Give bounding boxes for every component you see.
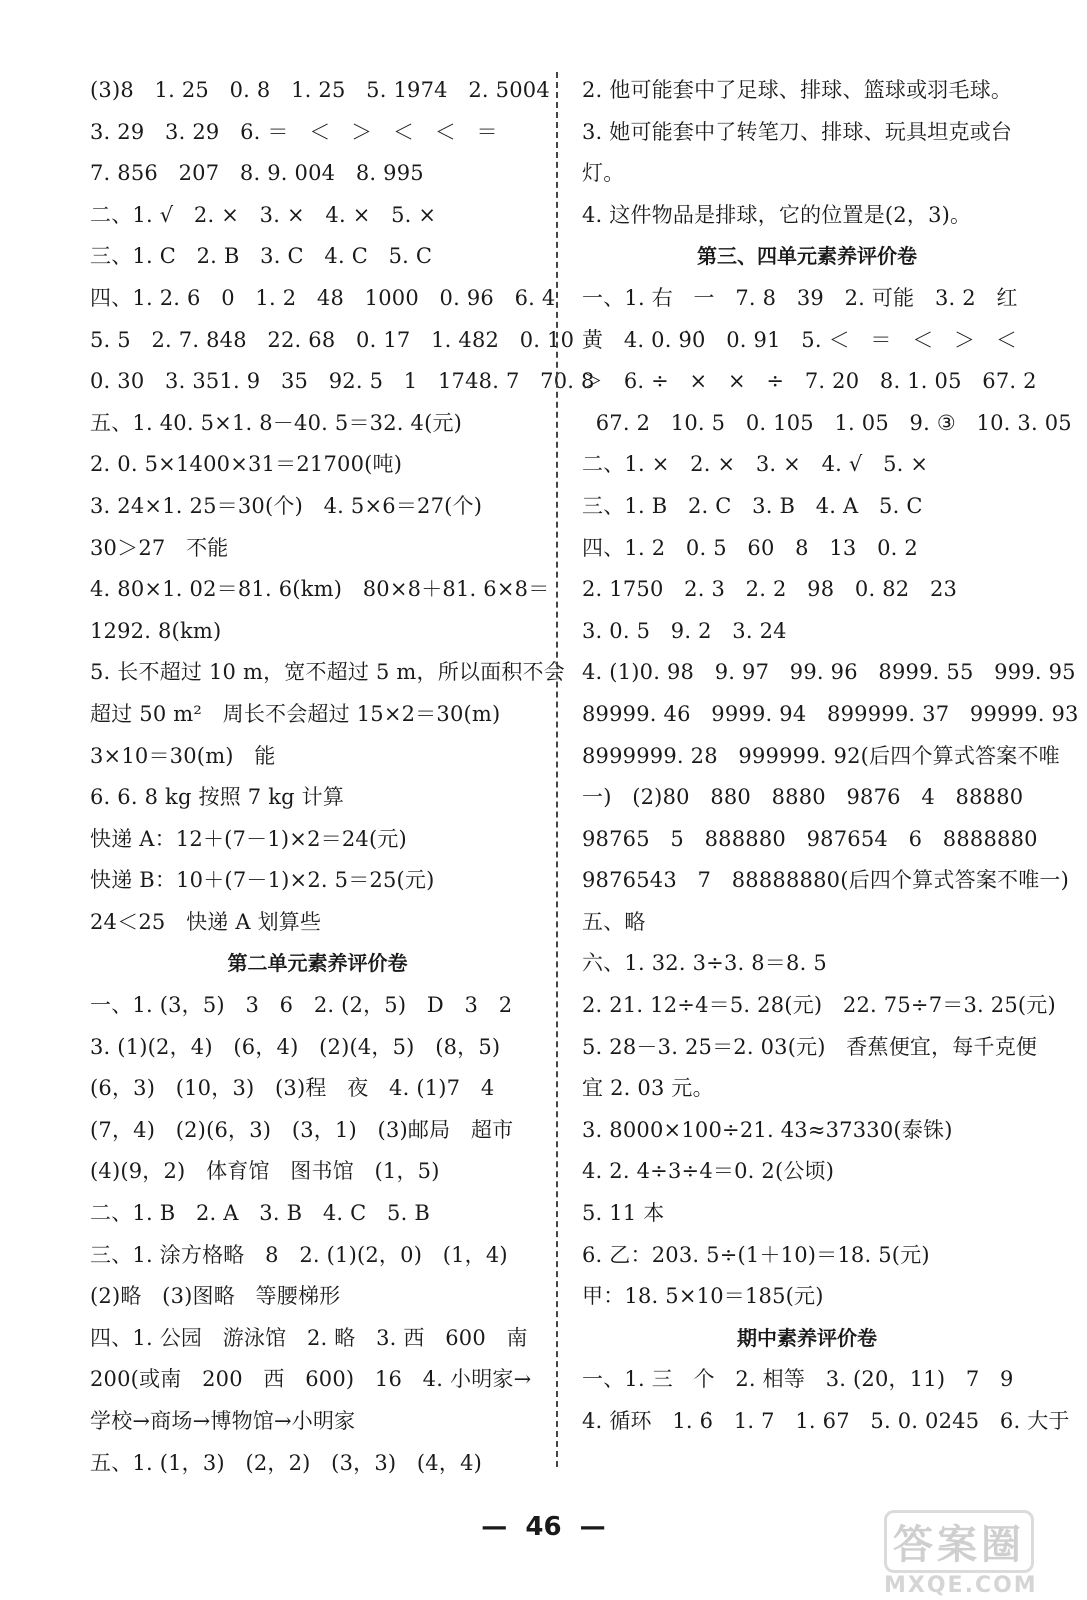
answer-line: 6. 乙：203. 5÷(1＋10)＝18. 5(元) — [582, 1242, 930, 1267]
watermark-url: MXQE.COM — [884, 1573, 1038, 1598]
answer-line: 24＜25 快递 A 划算些 — [90, 909, 322, 934]
answer-line: 3×10＝30(m) 能 — [90, 743, 276, 768]
answer-line: 30＞27 不能 — [90, 535, 229, 560]
answer-line: 6. 6. 8 kg 按照 7 kg 计算 — [90, 785, 345, 810]
answer-line: 三、1. B 2. C 3. B 4. A 5. C — [582, 493, 923, 518]
answer-line: 2. 1750 2. 3 2. 2 98 0. 82 23 — [582, 577, 958, 602]
answer-line: 9876543 7 88888880(后四个算式答案不唯一) — [582, 868, 1070, 893]
answer-line: 五、1. 40. 5×1. 8－40. 5＝32. 4(元) — [90, 410, 463, 435]
answer-line: 快递 B：10＋(7－1)×2. 5＝25(元) — [90, 868, 435, 893]
answer-line: 3. 她可能套中了转笔刀、排球、玩具坦克或台 — [582, 119, 1013, 144]
answer-line: 黄 4. 0. 9̇0̇ 0. 91 5. ＜ ＝ ＜ ＞ ＜ — [582, 327, 1018, 352]
answer-line: 六、1. 32. 3÷3. 8＝8. 5 — [582, 951, 827, 976]
answer-line: 甲：18. 5×10＝185(元) — [582, 1284, 824, 1309]
answer-line: 四、1. 2. 6 0 1. 2 48 1000 0. 96 6. 4 — [90, 285, 556, 310]
answer-line: 二、1. × 2. × 3. × 4. √ 5. × — [582, 452, 929, 477]
answer-line: 学校→商场→博物馆→小明家 — [90, 1409, 356, 1433]
answer-line: 三、1. 涂方格略 8 2. (1)(2，0) (1，4) — [90, 1242, 508, 1267]
section-heading: 第三、四单元素养评价卷 — [697, 244, 917, 269]
answer-line: 98765 5 888880 987654 6 8888880 — [582, 826, 1038, 851]
answer-line: 4. 循环 1. 6̇ 1. 7 1. 67 5. 0. 0245 6. 大于 — [582, 1409, 1070, 1433]
answer-line: 5. 长不超过 10 m，宽不超过 5 m，所以面积不会 — [90, 660, 565, 685]
left-column — [90, 70, 595, 1484]
answer-line: 3. 0. 5 9. 2 3. 24 — [582, 618, 787, 643]
answer-line: 二、1. √ 2. × 3. × 4. × 5. × — [90, 202, 437, 227]
answer-line: 4. 80×1. 02＝81. 6(km) 80×8＋81. 6×8＝ — [90, 577, 550, 602]
answer-line: 200(或南 200 西 600) 16 4. 小明家→ — [90, 1367, 532, 1392]
column-divider — [556, 72, 558, 1467]
answer-line: 快递 A：12＋(7－1)×2＝24(元) — [90, 826, 407, 851]
answer-line: 67. 2 10. 5 0. 105 1. 05 9. ③ 10. 3. 05 — [582, 410, 1072, 435]
answer-line: 2. 他可能套中了足球、排球、篮球或羽毛球。 — [582, 78, 1013, 102]
answer-line: 4. (1)0. 98 9. 97 99. 96 8999. 55 999. 95 — [582, 660, 1076, 685]
answer-line: 超过 50 m² 周长不会超过 15×2＝30(m) — [90, 701, 501, 726]
answer-line: 宜 2. 03 元。 — [582, 1076, 714, 1101]
answer-line: 五、略 — [582, 909, 646, 934]
answer-line: 一、1. 右 一 7. 8 39 2. 可能 3. 2 红 — [582, 285, 1018, 310]
answer-line: 2. 21. 12÷4＝5. 28(元) 22. 75÷7＝3. 25(元) — [582, 993, 1056, 1018]
answer-line: (2)略 (3)图略 等腰梯形 — [90, 1284, 341, 1309]
answer-line: 5. 28－3. 25＝2. 03(元) 香蕉便宜，每千克便 — [582, 1034, 1038, 1059]
answer-line: 0. 30 3. 351. 9 35 92. 5 1 1748. 7 70. 8 — [90, 369, 595, 394]
answer-line: (4)(9，2) 体育馆 图书馆 (1，5) — [90, 1159, 440, 1184]
answer-line: 5. 5 2. 7. 848 22. 68 0. 17 1. 482 0. 10 — [90, 327, 575, 352]
section-heading: 期中素养评价卷 — [737, 1325, 877, 1350]
answer-line: 3. 8000×100÷21. 43≈37330(泰铢) — [582, 1117, 953, 1142]
answer-line: 3. 24×1. 25＝30(个) 4. 5×6＝27(个) — [90, 493, 483, 518]
answer-line: 灯。 — [582, 161, 625, 186]
answer-line: 一、1. 三 个 2. 相等 3. (20，11) 7 9 — [582, 1367, 1014, 1392]
watermark-logo — [884, 1510, 1069, 1598]
answer-line: 二、1. B 2. A 3. B 4. C 5. B — [90, 1201, 430, 1226]
answer-line: 四、1. 2 0. 5 60 8 13 0. 2 — [582, 535, 918, 560]
answer-line: (3)8 1. 25 0. 8 1. 25 5. 1974 2. 5004 — [90, 78, 550, 102]
answer-line: 五、1. (1，3) (2，2) (3，3) (4，4) — [90, 1450, 483, 1475]
answer-line: 2. 0. 5×1400×31＝21700(吨) — [90, 452, 403, 477]
answer-line: 3. 29 3. 29 6. ＝ ＜ ＞ ＜ ＜ ＝ — [90, 119, 498, 144]
answer-line: ＞ 6. ÷ × × ÷ 7. 20 8. 1. 05 67. 2 — [582, 369, 1037, 394]
answer-line: 四、1. 公园 游泳馆 2. 略 3. 西 600 南 — [90, 1325, 528, 1350]
answer-line: 1292. 8(km) — [90, 618, 222, 643]
answer-line: (6，3) (10，3) (3)程 夜 4. (1)7 4 — [90, 1076, 495, 1101]
answer-line: 4. 2. 4÷3÷4＝0. 2(公顷) — [582, 1159, 835, 1184]
answer-line: 5. 11 本 — [582, 1201, 665, 1226]
answer-line: 三、1. C 2. B 3. C 4. C 5. C — [90, 244, 433, 269]
answer-line: 3. (1)(2，4) (6，4) (2)(4，5) (8，5) — [90, 1034, 501, 1059]
right-column — [582, 70, 1079, 1443]
answer-line: 8999999. 28 999999. 92(后四个算式答案不唯 — [582, 743, 1060, 768]
answer-line: 一) (2)80 880 8880 9876 4 88880 — [582, 785, 1024, 810]
answer-line: 89999. 46 9999. 94 899999. 37 99999. 93 — [582, 701, 1079, 726]
answer-line: 7. 856 207 8. 9. 004 8. 995 — [90, 161, 424, 186]
answer-line: (7，4) (2)(6，3) (3，1) (3)邮局 超市 — [90, 1117, 514, 1142]
answer-line: 一、1. (3，5) 3 6 2. (2，5) D 3 2 — [90, 993, 513, 1018]
answer-line: 4. 这件物品是排球，它的位置是(2，3)。 — [582, 202, 972, 227]
page-number: — 46 — — [481, 1512, 606, 1542]
section-heading: 第二单元素养评价卷 — [227, 951, 408, 976]
watermark-text: 答案圈 — [884, 1510, 1034, 1573]
